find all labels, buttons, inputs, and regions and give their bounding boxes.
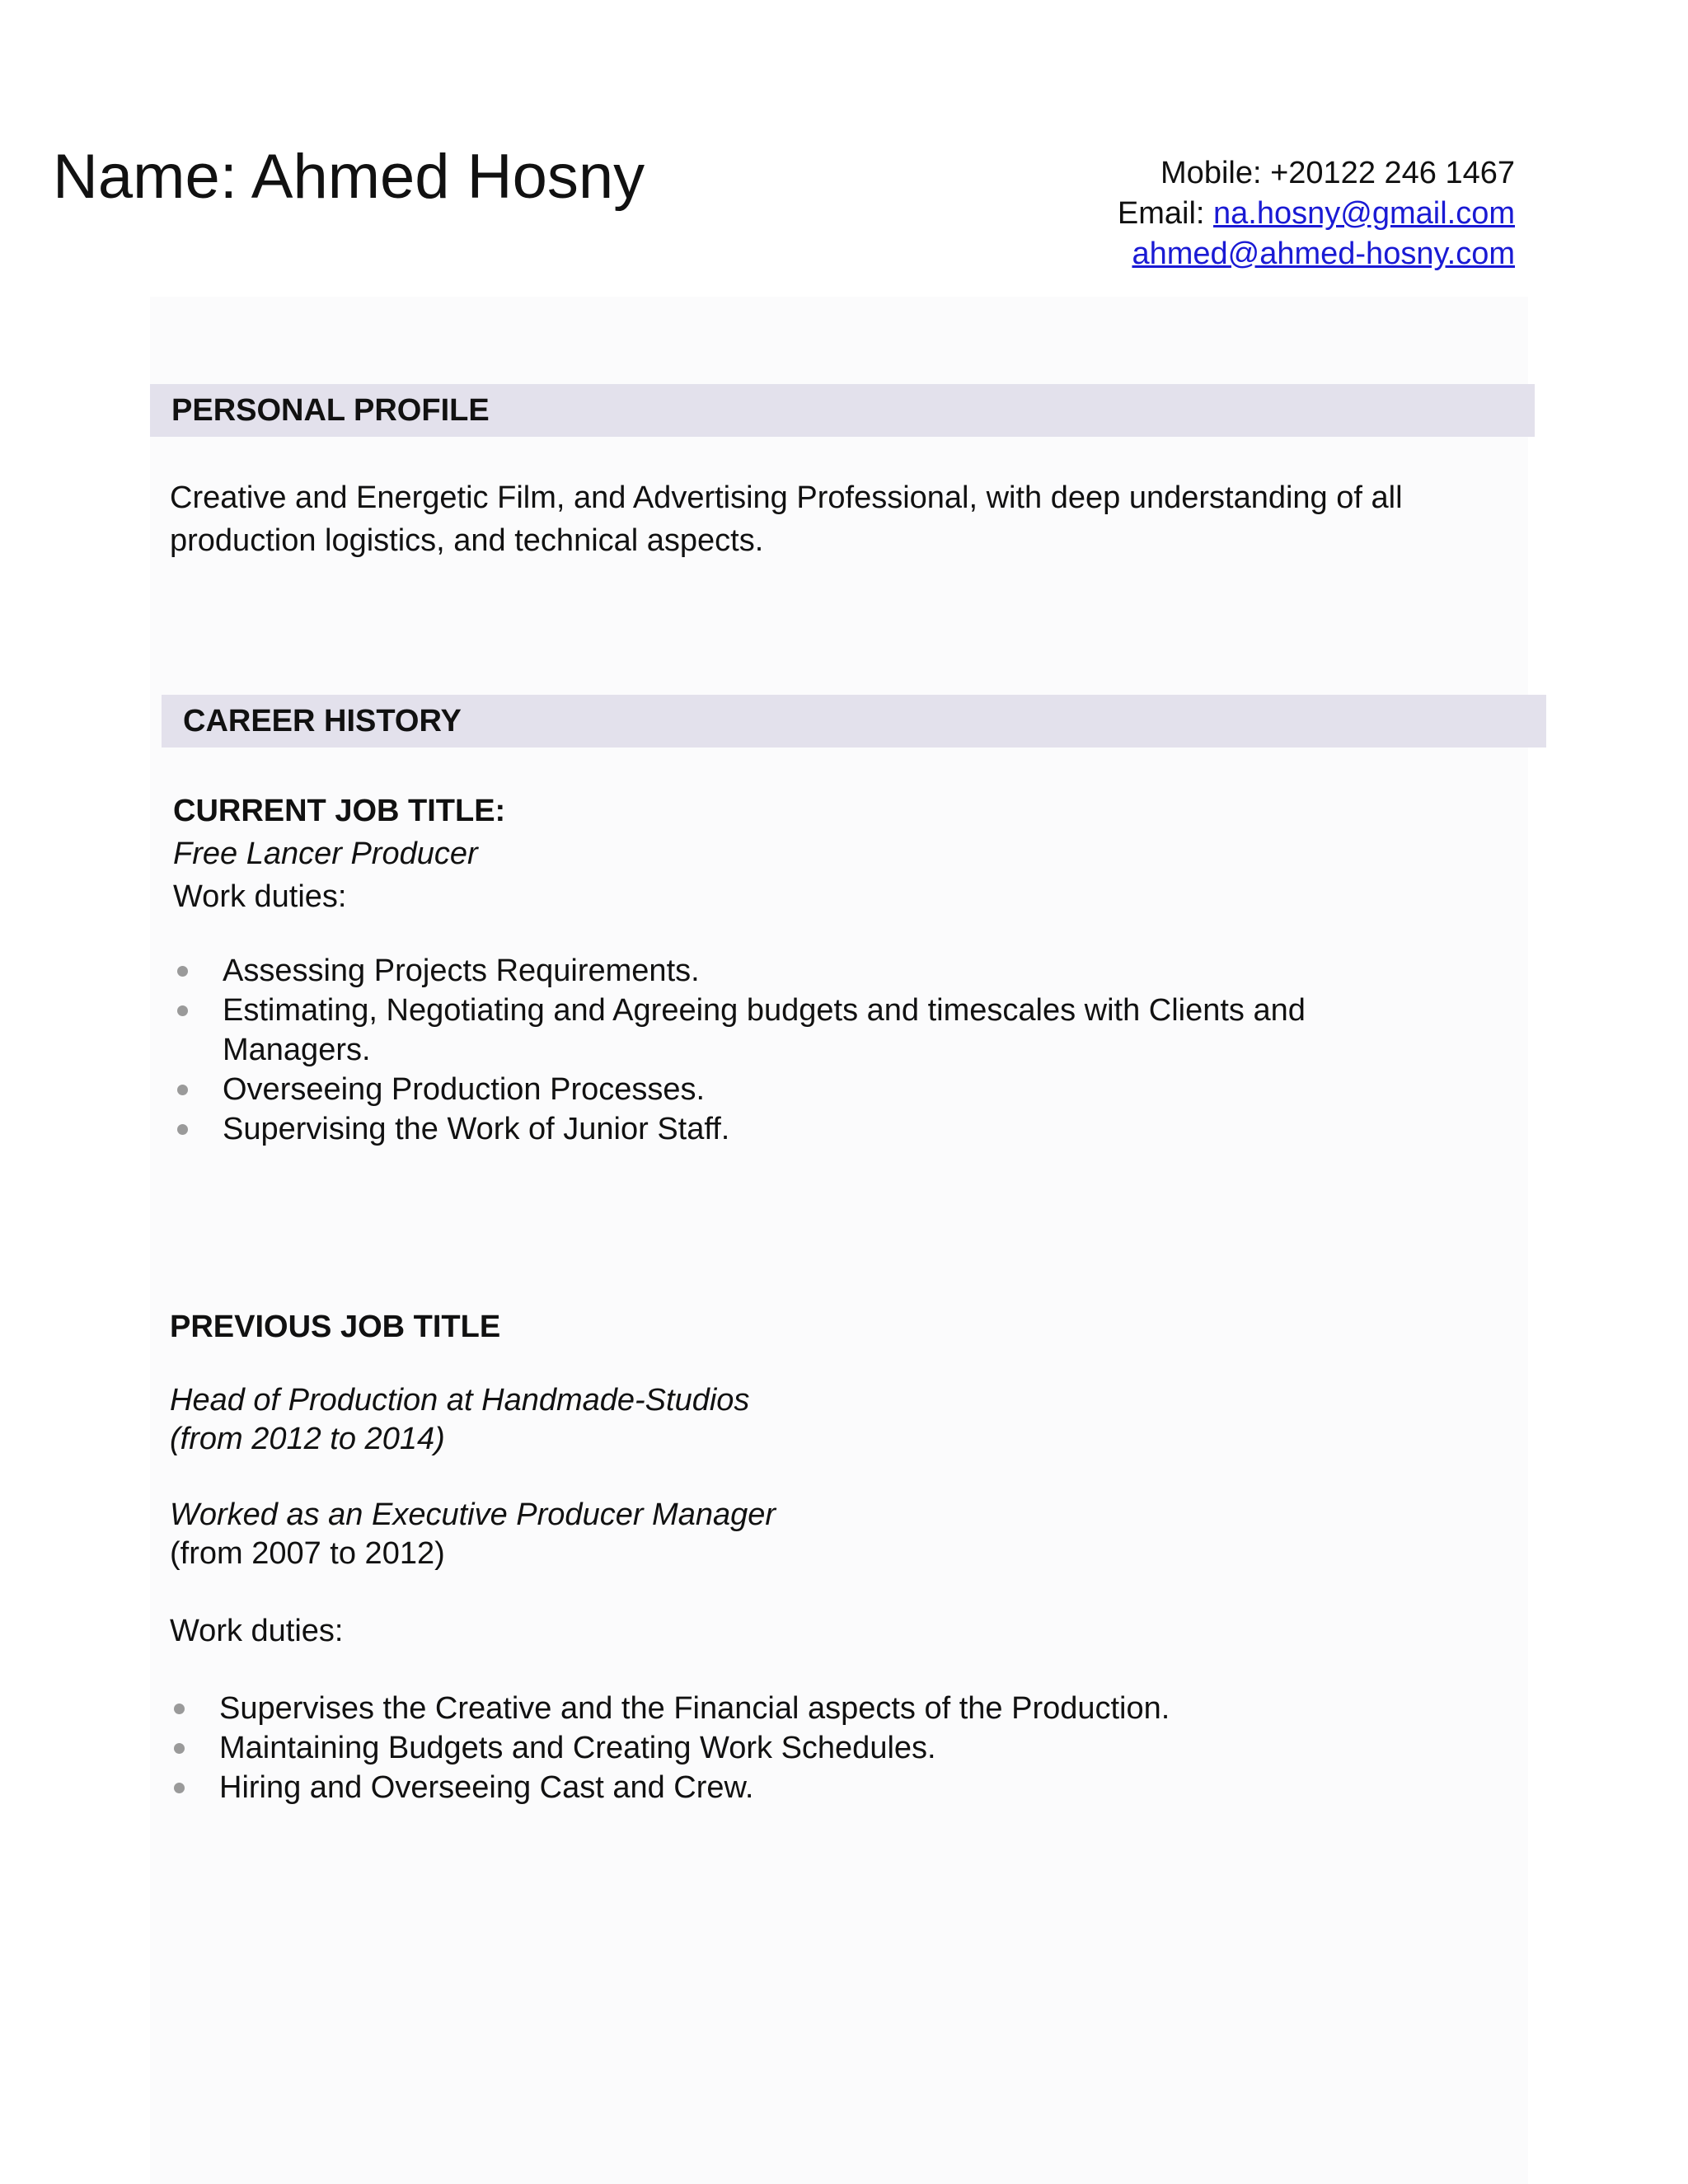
previous-work-duties-label: Work duties: bbox=[170, 1614, 344, 1648]
previous-job-heading: PREVIOUS JOB TITLE bbox=[170, 1310, 501, 1344]
previous-job-2 bbox=[170, 1496, 1489, 1573]
bullet-icon bbox=[177, 1124, 188, 1135]
previous-job-2-period: (from 2007 to 2012) bbox=[170, 1536, 445, 1571]
candidate-name: Name: Ahmed Hosny bbox=[53, 142, 645, 212]
bullet-icon bbox=[177, 966, 188, 977]
previous-job-block bbox=[170, 1305, 1489, 1348]
email-row-secondary bbox=[1118, 234, 1515, 274]
bullet-icon bbox=[177, 1085, 188, 1095]
list-item: Estimating, Negotiating and Agreeing budgets and timescales with Clients and Managers. bbox=[173, 991, 1409, 1070]
previous-duties-list bbox=[170, 1689, 1406, 1807]
bullet-icon bbox=[177, 1005, 188, 1016]
previous-job-1 bbox=[170, 1381, 1489, 1459]
page-background-panel bbox=[150, 297, 1528, 2184]
email-label: Email: bbox=[1117, 196, 1205, 231]
current-job-block bbox=[173, 790, 1492, 918]
previous-job-2-title: Worked as an Executive Producer Manager bbox=[170, 1497, 776, 1532]
email-link-secondary[interactable]: ahmed@ahmed-hosny.com bbox=[1132, 237, 1515, 271]
mobile-number: Mobile: +20122 246 1467 bbox=[1160, 156, 1515, 190]
list-item: Supervises the Creative and the Financial aspects of the Production. bbox=[170, 1689, 1406, 1728]
email-row bbox=[1118, 194, 1515, 234]
personal-profile-heading: PERSONAL PROFILE bbox=[150, 384, 1535, 437]
current-job-heading: CURRENT JOB TITLE: bbox=[173, 794, 506, 828]
contact-block bbox=[1118, 153, 1515, 274]
list-item: Overseeing Production Processes. bbox=[173, 1070, 1409, 1109]
email-link-primary[interactable]: na.hosny@gmail.com bbox=[1213, 196, 1515, 231]
profile-line-2: production logistics, and technical aspects. bbox=[170, 523, 764, 558]
career-history-heading: CAREER HISTORY bbox=[162, 695, 1546, 748]
current-duties-list bbox=[173, 951, 1409, 1149]
list-item: Supervising the Work of Junior Staff. bbox=[173, 1109, 1409, 1149]
previous-job-1-title: Head of Production at Handmade-Studios bbox=[170, 1383, 750, 1418]
personal-profile-text bbox=[170, 476, 1538, 562]
profile-line-1: Creative and Energetic Film, and Advertising Professional, with deep understanding of all bbox=[170, 480, 1403, 515]
bullet-icon bbox=[174, 1783, 185, 1793]
list-item: Maintaining Budgets and Creating Work Schedules. bbox=[170, 1728, 1406, 1768]
bullet-icon bbox=[174, 1704, 185, 1714]
list-item: Hiring and Overseeing Cast and Crew. bbox=[170, 1768, 1406, 1807]
previous-job-1-period: (from 2012 to 2014) bbox=[170, 1422, 445, 1456]
current-work-duties-label: Work duties: bbox=[173, 879, 347, 914]
current-job-title: Free Lancer Producer bbox=[173, 837, 478, 871]
previous-work-duties-label-block bbox=[170, 1610, 1489, 1652]
bullet-icon bbox=[174, 1743, 185, 1754]
list-item: Assessing Projects Requirements. bbox=[173, 951, 1409, 991]
